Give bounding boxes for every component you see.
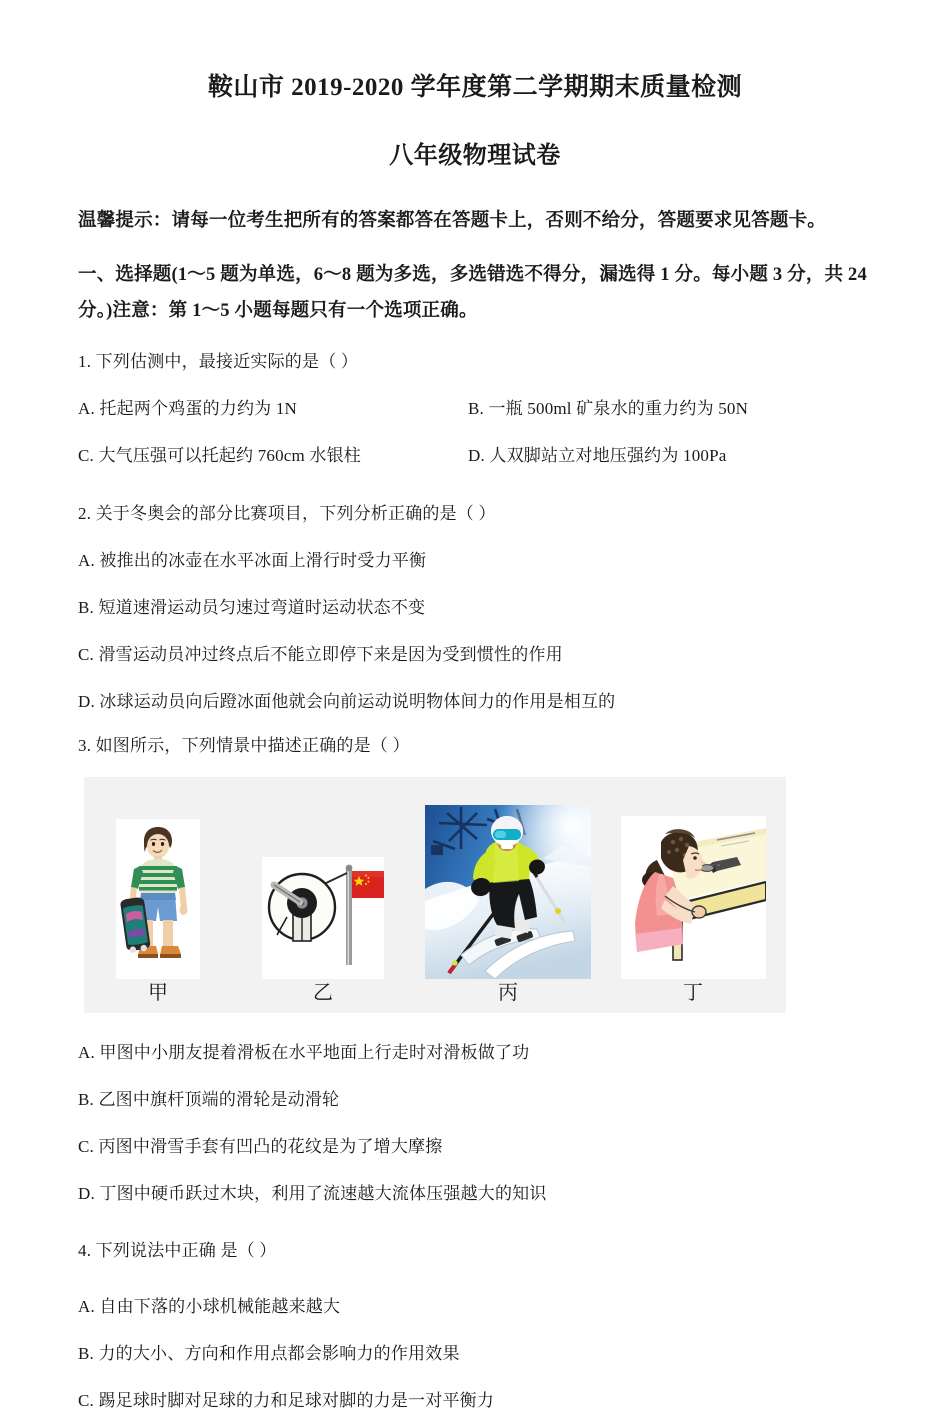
question-1-option-b[interactable]: B. 一瓶 500ml 矿泉水的重力约为 50N <box>468 399 749 419</box>
question-3-figure-labels <box>84 979 786 1009</box>
question-3-option-d[interactable]: D. 丁图中硬币跃过木块，利用了流速越大流体压强越大的知识 <box>78 1184 547 1204</box>
question-3-option-c[interactable]: C. 丙图中滑雪手套有凹凸的花纹是为了增大摩擦 <box>78 1137 443 1157</box>
boy-with-skateboard-image <box>116 819 200 979</box>
question-4-option-a[interactable]: A. 自由下落的小球机械能越来越大 <box>78 1296 341 1316</box>
question-2-stem: 2. 关于冬奥会的部分比赛项目，下列分析正确的是（ ） <box>78 503 496 523</box>
figure-label-jia: 甲 <box>148 981 168 1004</box>
page-subtitle: 八年级物理试卷 <box>389 142 561 169</box>
question-4-option-c[interactable]: C. 踢足球时脚对足球的力和足球对脚的力是一对平衡力 <box>78 1390 495 1410</box>
skier-photo-image <box>425 805 591 979</box>
figure-cell-ding <box>608 816 778 979</box>
question-1-options-row-2 <box>78 442 878 469</box>
question-2-option-b[interactable]: B. 短道速滑运动员匀速过弯道时运动状态不变 <box>78 597 426 617</box>
question-1-option-d[interactable]: D. 人双脚站立对地压强约为 100Pa <box>468 446 727 466</box>
question-3-stem: 3. 如图所示，下列情景中描述正确的是（ ） <box>78 736 410 756</box>
question-2-option-c[interactable]: C. 滑雪运动员冲过终点后不能立即停下来是因为受到惯性的作用 <box>78 645 563 665</box>
question-1-stem: 1. 下列估测中，最接近实际的是（ ） <box>78 351 359 371</box>
question-1-options-row-1 <box>78 395 878 422</box>
question-4-stem: 4. 下列说法中正确 是（ ） <box>78 1241 277 1261</box>
question-4-option-b[interactable]: B. 力的大小、方向和作用点都会影响力的作用效果 <box>78 1343 460 1363</box>
page-title: 鞍山市 2019-2020 学年度第二学期期末质量检测 <box>207 74 743 101</box>
figure-cell-yi <box>238 857 408 979</box>
figure-cell-bing <box>422 805 594 979</box>
figure-label-bing: 丙 <box>498 981 518 1004</box>
girl-blowing-coin-image <box>621 816 766 979</box>
flagpole-pulley-image <box>262 857 384 979</box>
exam-notice: 温馨提示：请每一位考生把所有的答案都答在答题卡上，否则不给分，答题要求见答题卡。 <box>78 210 827 231</box>
question-1-option-a[interactable]: A. 托起两个鸡蛋的力约为 1N <box>78 399 298 419</box>
figure-cell-jia <box>92 819 224 979</box>
question-3-figure-images <box>84 783 786 979</box>
question-3-option-a[interactable]: A. 甲图中小朋友提着滑板在水平地面上行走时对滑板做了功 <box>78 1042 530 1062</box>
figure-label-yi: 乙 <box>313 981 333 1004</box>
question-1-option-c[interactable]: C. 大气压强可以托起约 760cm 水银柱 <box>78 446 362 466</box>
exam-page <box>0 72 950 1416</box>
question-3-option-b[interactable]: B. 乙图中旗杆顶端的滑轮是动滑轮 <box>78 1089 340 1109</box>
question-3-figure <box>84 777 786 1013</box>
document-body <box>0 204 950 1414</box>
figure-label-ding: 丁 <box>683 981 703 1004</box>
section-heading-choice: 一、选择题(1～5 题为单选，6～8 题为多选，多选错选不得分，漏选得 1 分。每小题 3 分，共 24 分。)注意：第 1～5 小题每题只有一个选项正确。 <box>78 265 867 322</box>
question-2-option-a[interactable]: A. 被推出的冰壶在水平冰面上滑行时受力平衡 <box>78 550 427 570</box>
question-2-option-d[interactable]: D. 冰球运动员向后蹬冰面他就会向前运动说明物体间力的作用是相互的 <box>78 692 616 712</box>
